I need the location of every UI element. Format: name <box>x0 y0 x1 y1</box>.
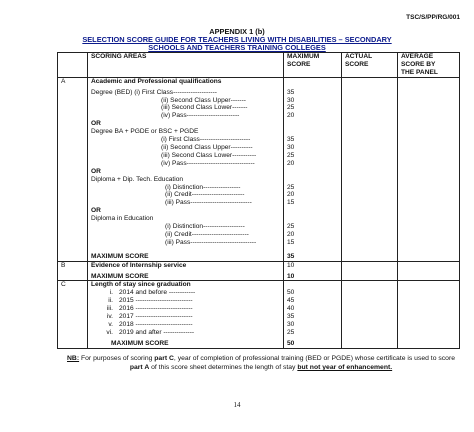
title-line-1: SELECTION SCORE GUIDE FOR TEACHERS LIVING WITH DISABILITIES – SECONDARY <box>82 35 392 44</box>
section-a-row <box>58 77 460 261</box>
section-b-max-scores <box>284 261 342 281</box>
degree-ba-title: Degree BA + PGDE or BSC + PGDE <box>91 128 199 136</box>
or-separator: OR <box>91 167 101 175</box>
score-value: 15 <box>287 199 295 207</box>
diploma-tech-item: (i) Distinction----------------- <box>165 183 241 191</box>
footnote-label: NB: <box>67 355 80 362</box>
table-header-row <box>58 53 460 78</box>
section-b-actual-score-cell <box>342 261 398 281</box>
score-value: 10 <box>287 261 295 269</box>
appendix-heading: APPENDIX 1 (b) <box>209 27 265 36</box>
section-b-title: Evidence of Internship service <box>91 261 187 269</box>
score-value: 50 <box>287 289 295 297</box>
header-maximum-score: MAXIMUM SCORE <box>284 53 342 78</box>
stay-item: iii. 2016 -------------------------- <box>106 305 193 313</box>
score-value: 35 <box>287 136 295 144</box>
section-b-label: B <box>58 261 88 281</box>
degree-bed-item: (iv) Pass------------------------ <box>161 112 240 120</box>
degree-bed-item: Degree (BED) (i) First Class-------------------- <box>91 88 217 96</box>
page-number: 14 <box>233 401 241 409</box>
section-c-max-value: 50 <box>287 339 295 347</box>
score-value: 20 <box>287 191 295 199</box>
part-c-ref: part C <box>154 355 174 362</box>
enhancement-note: but not year of enhancement. <box>297 364 393 371</box>
score-value: 40 <box>287 305 295 313</box>
section-c-max-label: MAXIMUM SCORE <box>111 339 169 347</box>
score-value: 25 <box>287 328 295 336</box>
diploma-ed-title: Diploma in Education <box>91 215 154 223</box>
score-value: 25 <box>287 183 295 191</box>
diploma-ed-item: (i) Distinction------------------- <box>165 223 245 231</box>
section-c-average-score-cell <box>398 281 460 348</box>
degree-ba-item: (iii) Second Class Lower----------- <box>161 151 257 159</box>
or-separator: OR <box>91 207 101 215</box>
score-value: 20 <box>287 112 295 120</box>
section-a-actual-score-cell <box>342 77 398 261</box>
section-c-label: C <box>58 281 88 348</box>
section-a-max-label: MAXIMUM SCORE <box>91 252 149 260</box>
score-value: 20 <box>287 159 295 167</box>
section-c-title: Length of stay since graduation <box>91 281 191 289</box>
section-c-row <box>58 281 460 348</box>
diploma-ed-item: (iii) Pass------------------------------ <box>165 238 257 246</box>
degree-ba-item: (i) First Class----------------------- <box>161 136 251 144</box>
section-a-content <box>88 77 284 261</box>
score-value: 30 <box>287 321 295 328</box>
score-value: 30 <box>287 96 295 104</box>
score-value: 25 <box>287 151 295 159</box>
diploma-ed-item: (ii) Credit-------------------------- <box>165 230 249 238</box>
diploma-tech-title: Diploma + Dip. Tech. Education <box>91 175 184 183</box>
score-value: 35 <box>287 313 295 321</box>
footnote: NB: For purposes of scoring part C, year of completion of professional training (BED or PGDE) whose certificate is used to score part A of this score sheet determines the length of stay but not year of enhancement. <box>67 355 455 371</box>
stay-item: iv. 2017 -------------------------- <box>106 313 193 321</box>
score-value: 25 <box>287 104 295 112</box>
section-c-actual-score-cell <box>342 281 398 348</box>
degree-bed-item: (ii) Second Class Upper------- <box>161 96 246 104</box>
title-line-2: SCHOOLS AND TEACHERS TRAINING COLLEGES <box>148 43 326 52</box>
section-b-row <box>58 261 460 281</box>
score-guide-table <box>57 52 460 349</box>
section-a-title: Academic and Professional qualifications <box>91 77 222 85</box>
header-blank <box>58 53 88 78</box>
score-value: 15 <box>287 238 295 246</box>
section-c-max-scores <box>284 281 342 348</box>
section-a-max-value: 35 <box>287 252 295 260</box>
degree-ba-item: (iv) Pass------------------------------- <box>161 159 255 167</box>
degree-ba-item: (ii) Second Class Upper---------- <box>161 143 253 151</box>
score-value: 20 <box>287 230 295 238</box>
part-a-ref: part A <box>129 364 150 371</box>
stay-item: ii. 2015 -------------------------- <box>108 297 193 305</box>
degree-bed-item: (iii) Second Class Lower------- <box>161 104 248 112</box>
document-reference-code: TSC/S/PP/RG/001 <box>406 14 460 21</box>
section-a-label: A <box>58 77 88 261</box>
score-value: 30 <box>287 143 295 151</box>
score-value: 35 <box>287 88 295 96</box>
section-b-max-value: 10 <box>287 272 295 280</box>
section-c-content <box>88 281 284 348</box>
section-b-max-label: MAXIMUM SCORE <box>91 272 149 280</box>
section-a-average-score-cell <box>398 77 460 261</box>
header-scoring-areas: SCORING AREAS <box>88 53 284 78</box>
stay-item: v. 2018 -------------------------- <box>108 321 193 328</box>
score-value: 45 <box>287 297 295 305</box>
diploma-tech-item: (iii) Pass---------------------------- <box>165 199 252 207</box>
stay-item: i. 2014 and before ------------ <box>109 289 196 297</box>
header-actual-score: ACTUAL SCORE <box>342 53 398 78</box>
stay-item: vi. 2019 and after -------------- <box>106 328 195 336</box>
section-a-max-scores <box>284 77 342 261</box>
diploma-tech-item: (ii) Credit------------------------ <box>165 191 245 199</box>
section-b-average-score-cell <box>398 261 460 281</box>
score-value: 25 <box>287 223 295 231</box>
header-average-score: AVERAGE SCORE BY THE PANEL <box>398 53 460 78</box>
or-separator: OR <box>91 120 101 128</box>
section-b-content <box>88 261 284 281</box>
